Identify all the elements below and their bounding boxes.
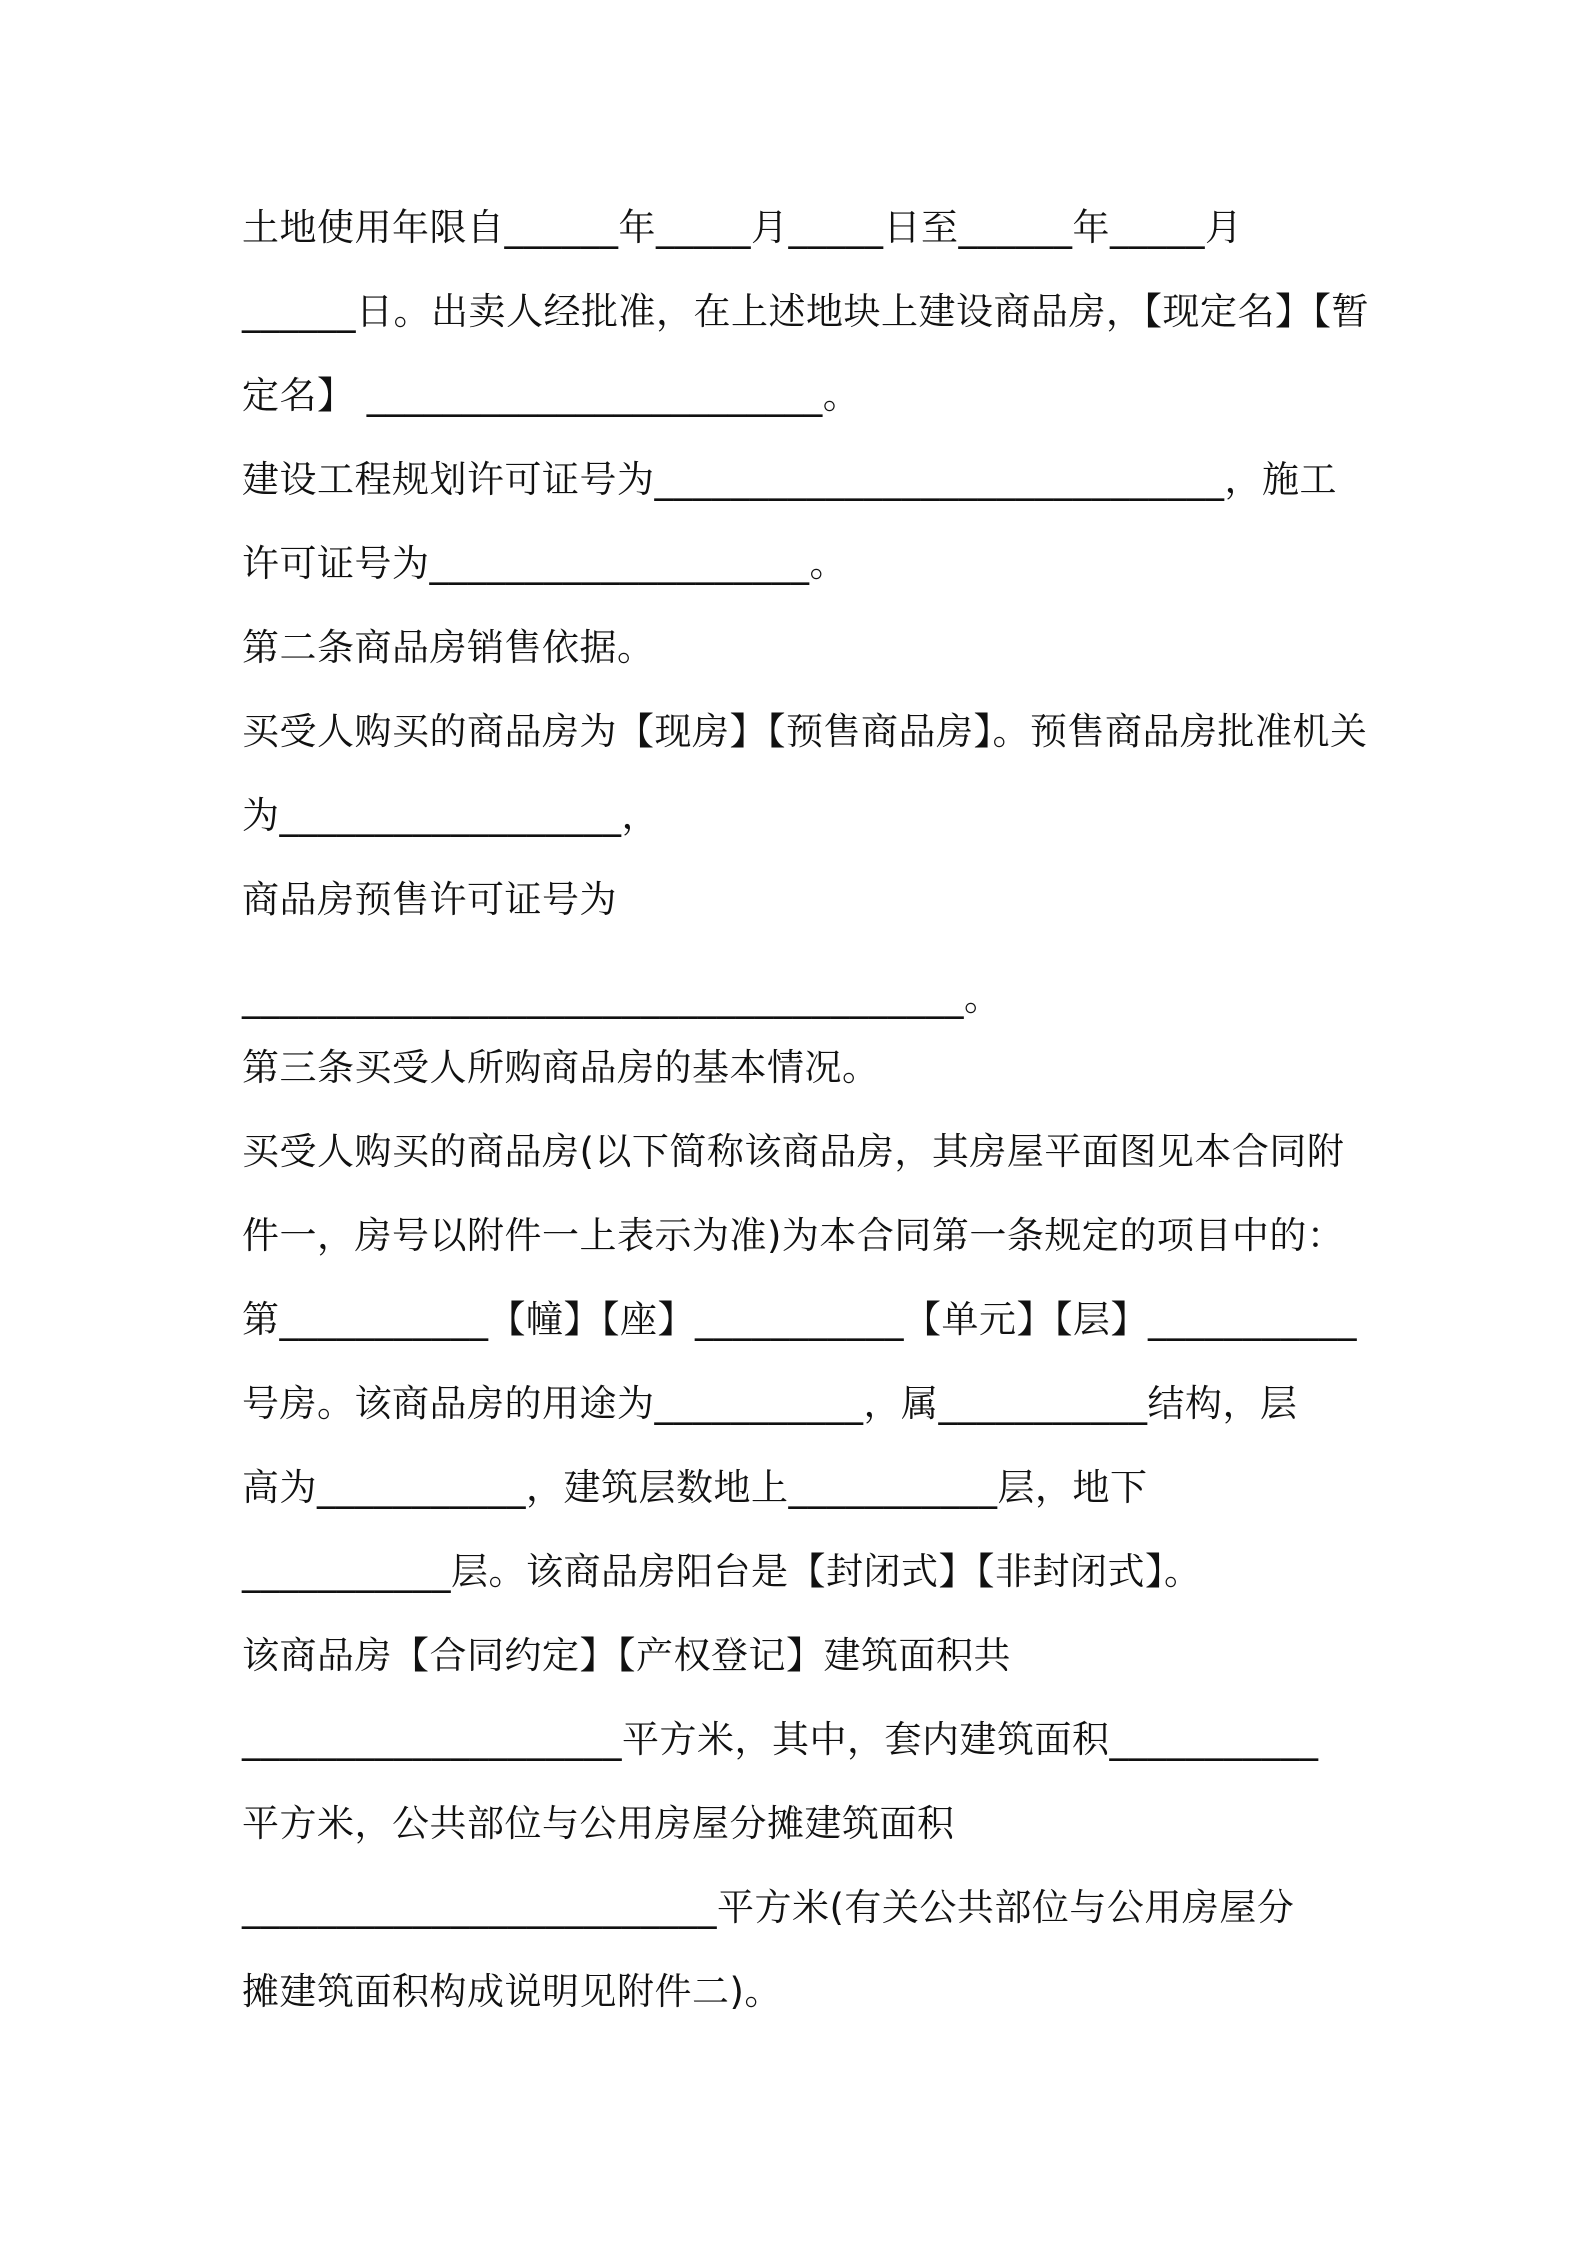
text-line-21: _________________________平方米(有关公共部位与公用房屋分 xyxy=(242,1886,1295,1929)
text-line-10: ______________________________________。 xyxy=(242,976,1002,1019)
text-line-15: 号房。该商品房的用途为___________，属___________结构，层 xyxy=(242,1382,1298,1425)
text-line-8: 为__________________， xyxy=(242,794,659,837)
text-line-4: 建设工程规划许可证号为______________________________，施工 xyxy=(242,458,1337,501)
text-line-16: 高为___________，建筑层数地上___________层，地下 xyxy=(242,1466,1148,1509)
text-line-7: 买受人购买的商品房为【现房】【预售商品房】。预售商品房批准机关 xyxy=(242,710,1368,753)
section-heading-3: 第三条买受人所购商品房的基本情况。 xyxy=(242,1046,880,1089)
text-line-18: 该商品房【合同约定】【产权登记】建筑面积共 xyxy=(242,1634,1011,1677)
text-line-12: 买受人购买的商品房(以下简称该商品房，其房屋平面图见本合同附 xyxy=(242,1130,1345,1173)
text-line-19: ____________________平方米，其中，套内建筑面积___________ xyxy=(242,1718,1319,1761)
text-line-2: ______日。出卖人经批准，在上述地块上建设商品房，【现定名】【暂 xyxy=(242,290,1369,333)
text-line-14: 第___________【幢】【座】___________【单元】【层】___________ xyxy=(242,1298,1357,1341)
text-line-5: 许可证号为____________________。 xyxy=(242,542,847,585)
text-line-13: 件一，房号以附件一上表示为准)为本合同第一条规定的项目中的： xyxy=(242,1214,1345,1257)
section-heading-2: 第二条商品房销售依据。 xyxy=(242,626,655,669)
text-line-20: 平方米，公共部位与公用房屋分摊建筑面积 xyxy=(242,1802,955,1845)
text-line-22: 摊建筑面积构成说明见附件二)。 xyxy=(242,1970,782,2013)
text-line-17: ___________层。该商品房阳台是【封闭式】【非封闭式】。 xyxy=(242,1550,1202,1593)
text-line-1: 土地使用年限自______年_____月_____日至______年_____月 xyxy=(242,206,1243,249)
text-line-3: 定名】 ________________________。 xyxy=(242,374,861,417)
text-line-9: 商品房预售许可证号为 xyxy=(242,878,617,921)
